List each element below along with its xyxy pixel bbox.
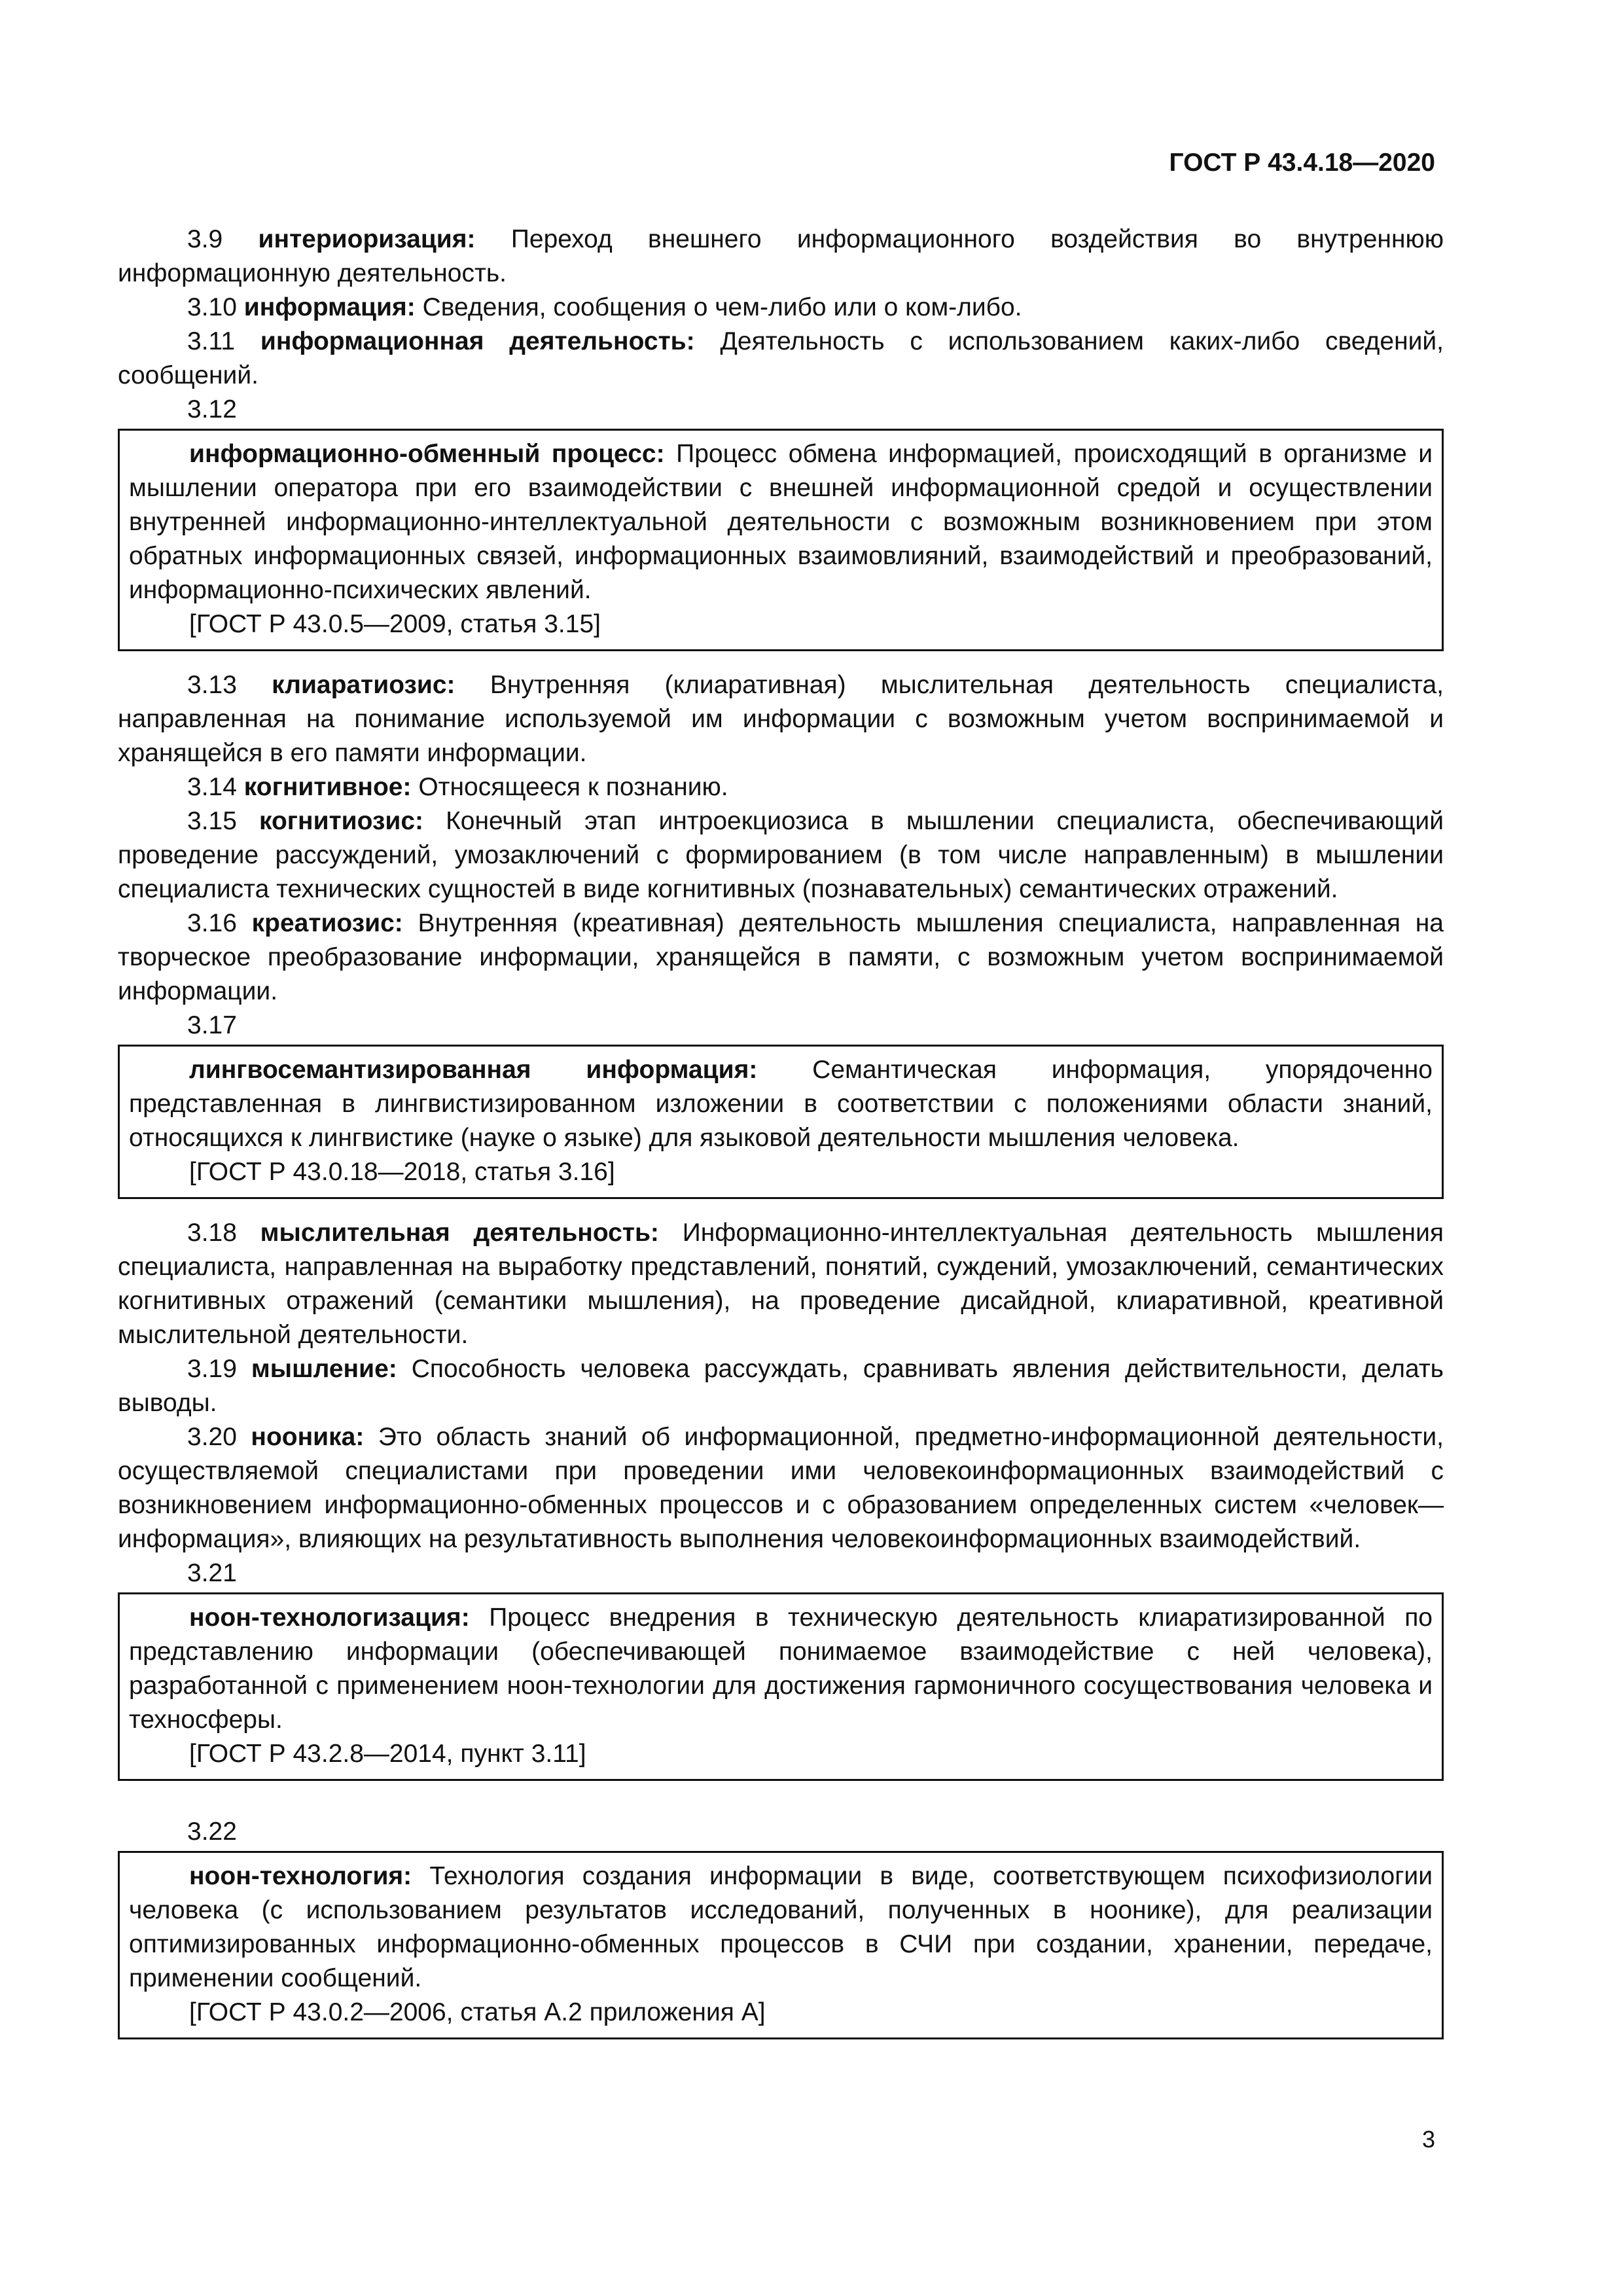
term-definition: Семантическая информация, упорядоченно представленная в лингвистизированном изложении в соответствии с положениями области знаний, относящихся к лингвистике (науке о языке) для языковой деятельности мышления человека. (129, 1056, 1433, 1152)
term-entry (118, 291, 1444, 325)
entry-number: 3.13 (187, 671, 237, 699)
entry-number: 3.12 (187, 395, 237, 423)
term-entry (129, 437, 1433, 607)
term-entry (118, 1216, 1444, 1352)
term-definition: Информационно-интеллектуальная деятельность мышления специалиста, направленная на выработку представлений, понятий, суждений, умозаключений, семантических когнитивных отражений (семантики мышления), на проведение дисайдной, клиаративной, креативной мыслительной деятельности. (118, 1219, 1444, 1349)
term-entry (118, 906, 1444, 1009)
entry-number: 3.22 (187, 1818, 237, 1846)
entry-number: 3.16 (187, 909, 237, 937)
term-name: когнитивное: (243, 773, 412, 801)
term-entry (118, 770, 1444, 804)
term-entry (118, 1352, 1444, 1420)
term-definition: Сведения, сообщения о чем-либо или о ком-либо. (422, 293, 1022, 321)
entry-number: 3.11 (187, 327, 236, 355)
entry-number: 3.17 (187, 1011, 237, 1039)
term-definition: Внутренняя (клиаративная) мыслительная деятельность специалиста, направленная на понимание используемой им информации с возможным учетом воспринимаемой и хранящейся в его памяти информации. (118, 671, 1444, 767)
entry-number: 3.19 (187, 1355, 237, 1383)
term-entry (118, 668, 1444, 770)
term-name: лингвосемантизированная информация: (189, 1056, 758, 1084)
term-name: клиаратиозис: (272, 671, 455, 699)
term-name: информация: (243, 293, 416, 321)
entry-number: 3.21 (187, 1559, 237, 1587)
term-name: интериоризация: (258, 225, 476, 253)
term-definition: Конечный этап интроекциозиса в мышлении специалиста, обеспечивающий проведение рассуждений, умозаключений с формированием (в том числе направленным) в мышлении специалиста технических сущностей в виде когнитивных (познавательных) семантических отражений. (118, 807, 1444, 903)
term-name: когнитиозис: (259, 807, 423, 835)
term-definition: Это область знаний об информационной, предметно-информационной деятельности, осуществляемой специалистами при проведении ими человекоинформационных взаимодействий с возникновением информационно-обменных процессов и с образованием определенных систем «человек—информация», влияющих на результативность выполнения человекоинформационных взаимодействий. (118, 1423, 1444, 1553)
entry-number: 3.9 (187, 225, 223, 253)
term-name: ноон-технология: (189, 1862, 412, 1890)
term-definition: Внутренняя (креативная) деятельность мышления специалиста, направленная на творческое преобразование информации, хранящейся в памяти, с возможным учетом воспринимаемой информации. (118, 909, 1444, 1005)
term-definition: Деятельность с использованием каких-либо сведений, сообщений. (118, 327, 1444, 389)
term-source: [ГОСТ Р 43.0.5—2009, статья 3.15] (189, 610, 601, 638)
terms-list (118, 223, 1444, 2056)
term-entry (129, 1601, 1433, 1737)
entry-number: 3.18 (187, 1219, 237, 1247)
page-number: 3 (1421, 2126, 1435, 2153)
term-definition: Процесс обмена информацией, происходящий в организме и мышлении оператора при его взаимодействии с внешней информационной средой и осуществлении внутренней информационно-интеллектуальной деятельности с возможным возникновением при этом обратных информационных связей, информационных взаимовлияний, взаимодействий и преобразований, информационно-психических явлений. (129, 440, 1433, 604)
term-entry (129, 1859, 1433, 1996)
term-definition: Переход внешнего информационного воздействия во внутреннюю информационную деятельность. (118, 225, 1444, 287)
term-source: [ГОСТ Р 43.0.2—2006, статья А.2 приложения А] (189, 1998, 766, 2026)
term-name: информационно-обменный процесс: (189, 440, 665, 468)
entry-number: 3.14 (187, 773, 237, 801)
term-definition: Относящееся к познанию. (418, 773, 728, 801)
term-name: информационная деятельность: (260, 327, 695, 355)
quoted-term-box (118, 1045, 1444, 1199)
entry-number: 3.20 (187, 1423, 237, 1451)
quoted-term-box (118, 1851, 1444, 2039)
term-source: [ГОСТ Р 43.0.18—2018, статья 3.16] (189, 1158, 615, 1186)
entry-number: 3.15 (187, 807, 237, 835)
term-entry (118, 325, 1444, 393)
term-definition: Процесс внедрения в техническую деятельность клиаратизированной по представлению информации (обеспечивающей понимаемое взаимодействие с ней человека), разработанной с применением ноон-технологии для достижения гармоничного сосуществования человека и техносферы. (129, 1604, 1433, 1734)
term-name: ноон-технологизация: (189, 1604, 470, 1632)
entry-number: 3.10 (187, 293, 237, 321)
term-entry (118, 223, 1444, 291)
quoted-term-box (118, 1592, 1444, 1781)
quoted-term-box (118, 429, 1444, 651)
term-name: мышление: (251, 1355, 397, 1383)
term-entry (118, 804, 1444, 906)
term-entry (118, 1420, 1444, 1556)
spacer (118, 1798, 1444, 1815)
term-definition: Способность человека рассуждать, сравнивать явления действительности, делать выводы. (118, 1355, 1444, 1417)
term-name: креатиозис: (251, 909, 403, 937)
term-source: [ГОСТ Р 43.2.8—2014, пункт 3.11] (189, 1740, 586, 1768)
standard-id: ГОСТ Р 43.4.18—2020 (1169, 149, 1435, 177)
term-definition: Технология создания информации в виде, соответствующем психофизиологии человека (с использованием результатов исследований, полученных в ноонике), для реализации оптимизированных информационно-обменных процессов в СЧИ при создании, хранении, передаче, применении сообщений. (129, 1862, 1433, 1992)
term-entry (129, 1053, 1433, 1155)
term-name: нооника: (251, 1423, 365, 1451)
term-name: мыслительная деятельность: (260, 1219, 659, 1247)
